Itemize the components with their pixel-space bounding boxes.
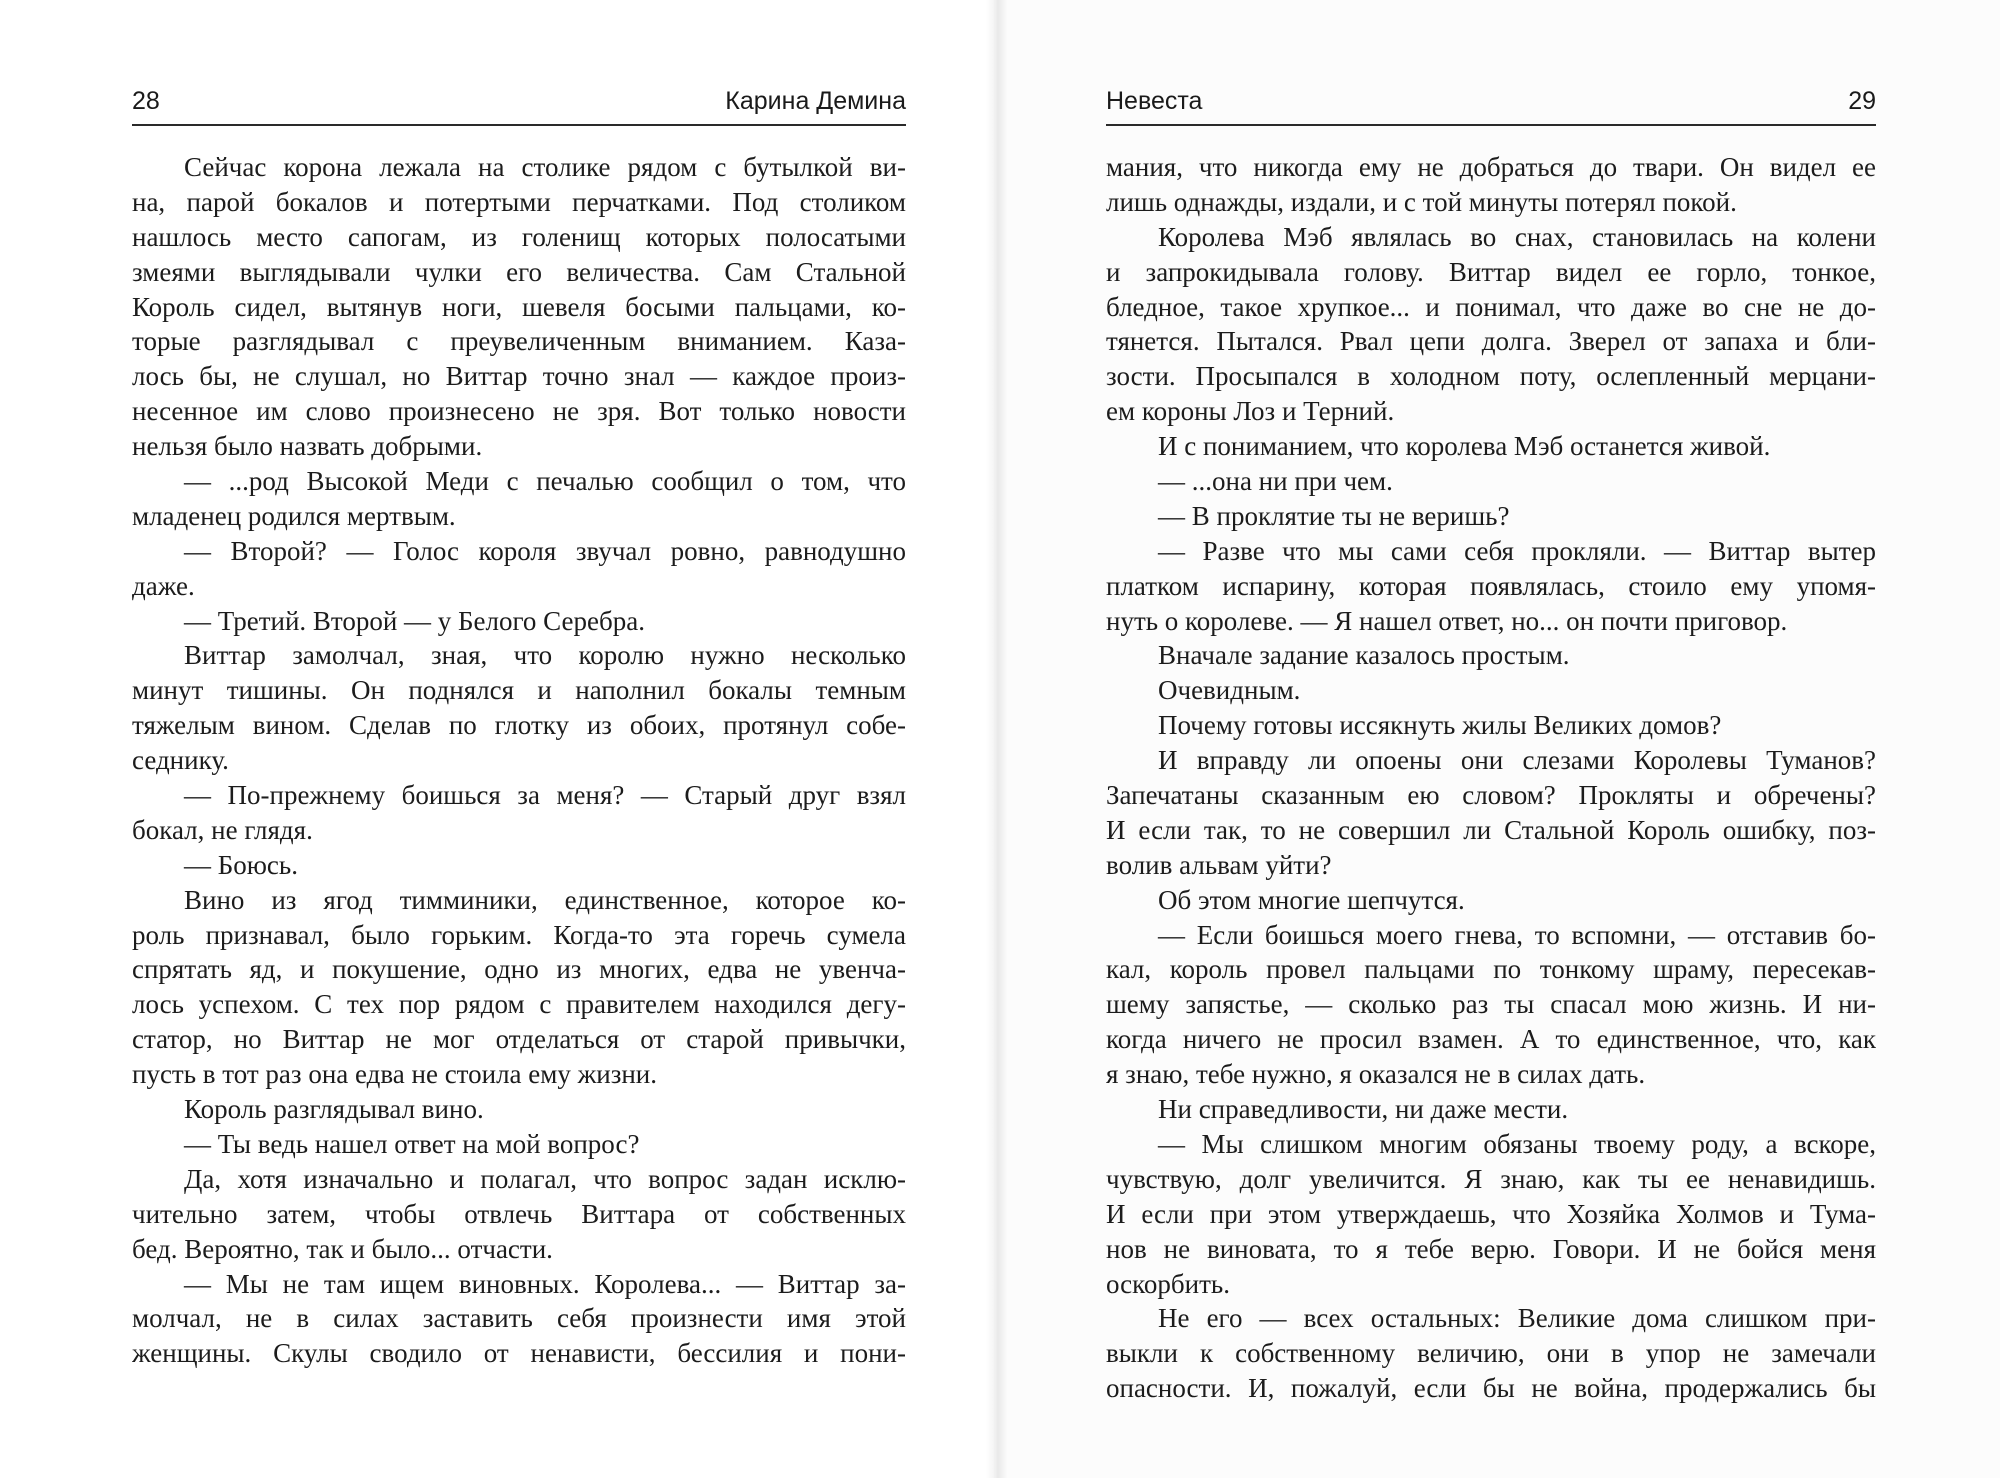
text-line: И вправду ли опоены они слезами Королевы Туманов? <box>1158 745 1876 776</box>
text-line: И если при этом утверждаешь, что Хозяйка Холмов и Тума- <box>1106 1198 1876 1229</box>
text-line: кал, король провел пальцами по тонкому шраму, пересекав- <box>1106 954 1876 985</box>
text-line: чительно затем, чтобы отвлечь Виттара от собственных <box>132 1198 906 1229</box>
text-line: — Второй? — Голос короля звучал ровно, равнодушно <box>184 535 906 566</box>
text-line: Король сидел, вытянув ноги, шевеля босыми пальцами, ко- <box>132 291 906 322</box>
text-line: лось успехом. С тех пор рядом с правителем находился дегу- <box>132 989 906 1020</box>
text-line: Очевидным. <box>1158 675 1301 706</box>
text-line: Вино из ягод тимминики, единственное, которое ко- <box>184 884 906 915</box>
text-line: на, парой бокалов и потертыми перчатками. Под столиком <box>132 186 906 217</box>
text-line: я знаю, тебе нужно, я оказался не в силах дать. <box>1106 1059 1646 1090</box>
text-line: зости. Просыпался в холодном поту, ослепленный мерцани- <box>1106 361 1876 392</box>
text-line: торые разглядывал с преувеличенным вниманием. Каза- <box>132 326 906 357</box>
text-line: даже. <box>132 570 195 601</box>
text-line: платком испарину, которая появлялась, стоило ему упомя- <box>1106 570 1876 601</box>
text-line: бледное, такое хрупкое... и понимал, что даже во сне не до- <box>1106 291 1876 322</box>
text-line: Сейчас корона лежала на столике рядом с бутылкой ви- <box>184 152 906 182</box>
text-line: Ни справедливости, ни даже мести. <box>1158 1094 1569 1125</box>
text-line: шему запястье, — сколько раз ты спасал мою жизнь. И ни- <box>1106 989 1876 1020</box>
text-line: молчал, не в силах заставить себя произнести имя этой <box>132 1303 906 1334</box>
text-line: нельзя было назвать добрыми. <box>132 431 483 462</box>
right-page-text <box>1106 150 1876 1406</box>
text-line: чувствую, долг увеличится. Я знаю, как ты ее ненавидишь. <box>1106 1163 1876 1194</box>
book-gutter <box>986 0 1008 1478</box>
text-line: — Если боишься моего гнева, то вспомни, — отставив бо- <box>1158 919 1876 950</box>
right-page-number: 29 <box>1848 87 1876 115</box>
text-line: волив альвам уйти? <box>1106 849 1332 880</box>
text-line: опасности. И, пожалуй, если бы не война, продержались бы <box>1106 1373 1876 1404</box>
text-line: пусть в тот раз она едва не стоила ему жизни. <box>132 1059 658 1090</box>
text-line: — Мы не там ищем виновных. Королева... — Виттар за- <box>184 1268 906 1299</box>
left-running-head: Карина Демина <box>725 87 906 115</box>
text-line: Почему готовы иссякнуть жилы Великих домов? <box>1158 710 1722 741</box>
text-line: Королева Мэб являлась во снах, становилась на колени <box>1158 221 1876 252</box>
text-line: — Мы слишком многим обязаны твоему роду, а вскоре, <box>1158 1128 1876 1159</box>
right-running-head: Невеста <box>1106 87 1203 115</box>
right-page-header <box>1106 84 1876 126</box>
text-line: змеями выглядывали чулки его величества. Сам Стальной <box>132 256 906 287</box>
text-line: И если так, то не совершил ли Стальной Король ошибку, поз- <box>1106 814 1876 845</box>
text-line: минут тишины. Он поднялся и наполнил бокалы темным <box>132 675 906 706</box>
text-line: тяжелым вином. Сделав по глотку из обоих, протянул собе- <box>132 710 906 741</box>
left-page-header <box>132 84 906 126</box>
text-line: — ...род Высокой Меди с печалью сообщил о том, что <box>184 466 906 497</box>
text-line: несенное им слово произнесено не зря. Вот только новости <box>132 396 906 427</box>
text-line: нашлось место сапогам, из голенищ которых полосатыми <box>132 221 906 252</box>
text-line: бокал, не глядя. <box>132 814 313 845</box>
text-line: спрятать яд, и покушение, одно из многих, едва не увенча- <box>132 954 906 985</box>
text-line: выкли к собственному величию, они в упор не замечали <box>1106 1338 1876 1369</box>
text-line: седнику. <box>132 745 229 776</box>
text-line: Не его — всех остальных: Великие дома слишком при- <box>1158 1303 1876 1334</box>
text-line: Вначале задание казалось простым. <box>1158 640 1570 671</box>
text-line: Запечатаны сказанным ею словом? Прокляты и обречены? <box>1106 780 1876 811</box>
text-line: Об этом многие шепчутся. <box>1158 884 1465 915</box>
text-line: роль признавал, было горьким. Когда-то эта горечь сумела <box>132 919 906 950</box>
text-line: — В проклятие ты не веришь? <box>1158 500 1510 531</box>
text-line: и запрокидывала голову. Виттар видел ее горло, тонкое, <box>1106 256 1876 287</box>
text-line: Виттар замолчал, зная, что королю нужно несколько <box>184 640 906 671</box>
text-line: — ...она ни при чем. <box>1158 466 1393 497</box>
text-line: ем короны Лоз и Терний. <box>1106 396 1395 427</box>
text-line: лишь однажды, издали, и с той минуты потерял покой. <box>1106 186 1737 217</box>
text-line: — По-прежнему боишься за меня? — Старый друг взял <box>184 780 906 811</box>
text-line: лось бы, не слушал, но Виттар точно знал — каждое произ- <box>132 361 906 392</box>
text-line: младенец родился мертвым. <box>132 500 456 531</box>
text-line: бед. Вероятно, так и было... отчасти. <box>132 1233 553 1264</box>
text-line: нуть о королеве. — Я нашел ответ, но... он почти приговор. <box>1106 605 1788 636</box>
text-line: статор, но Виттар не мог отделаться от старой привычки, <box>132 1024 906 1055</box>
text-line: когда ничего не просил взамен. А то единственное, что, как <box>1106 1024 1876 1055</box>
text-line: нов не виновата, то я тебе верю. Говори. И не бойся меня <box>1106 1233 1876 1264</box>
left-page-number: 28 <box>132 87 160 115</box>
text-line: — Ты ведь нашел ответ на мой вопрос? <box>184 1128 640 1159</box>
text-line: Король разглядывал вино. <box>184 1094 484 1125</box>
text-line: тянется. Пытался. Рвал цепи долга. Зверел от запаха и бли- <box>1106 326 1876 357</box>
text-line: — Разве что мы сами себя прокляли. — Виттар вытер <box>1158 535 1876 566</box>
text-line: Да, хотя изначально и полагал, что вопрос задан исклю- <box>184 1163 906 1194</box>
left-page-text <box>132 150 906 1371</box>
text-line: — Боюсь. <box>184 849 298 880</box>
text-line: — Третий. Второй — у Белого Серебра. <box>184 605 645 636</box>
text-line: мания, что никогда ему не добраться до твари. Он видел ее <box>1106 152 1876 182</box>
text-line: женщины. Скулы сводило от ненависти, бессилия и пони- <box>132 1338 906 1369</box>
text-line: И с пониманием, что королева Мэб останется живой. <box>1158 431 1771 462</box>
text-line: оскорбить. <box>1106 1268 1230 1299</box>
